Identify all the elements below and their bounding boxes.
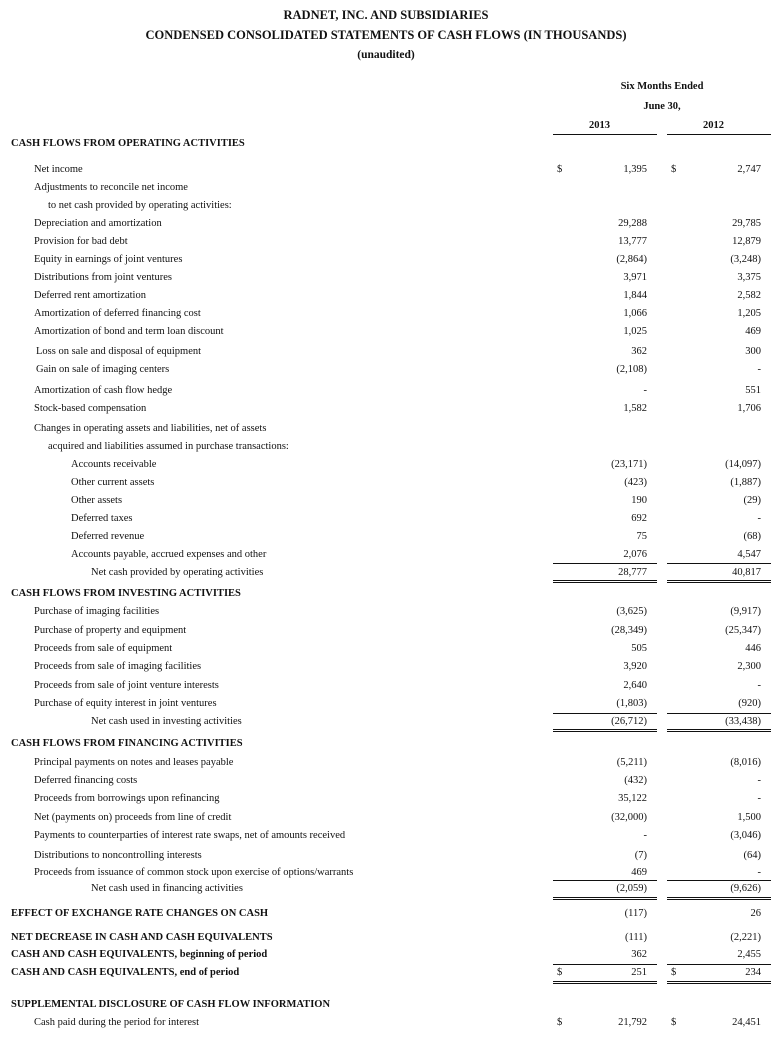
table-row — [0, 865, 772, 881]
value-2012: (3,046) — [730, 830, 761, 841]
section-row — [0, 965, 772, 981]
section-row — [0, 906, 772, 922]
value-2012: 4,547 — [737, 549, 761, 560]
table-row — [0, 493, 772, 509]
row-label: Proceeds from issuance of common stock upon exercise of options/warrants — [34, 867, 354, 878]
currency-symbol-2012: $ — [671, 967, 677, 978]
table-row — [0, 828, 772, 844]
value-2013: (2,108) — [616, 364, 647, 375]
currency-symbol-2012: $ — [671, 164, 677, 175]
row-label: Gain on sale of imaging centers — [36, 364, 170, 375]
value-2012: (3,248) — [730, 254, 761, 265]
value-2013: (23,171) — [611, 459, 647, 470]
value-2013: 505 — [631, 643, 647, 654]
value-2012: (33,438) — [725, 716, 761, 727]
value-2013: 29,288 — [618, 218, 647, 229]
year-current-underline — [553, 134, 657, 135]
row-label: CASH FLOWS FROM OPERATING ACTIVITIES — [11, 138, 245, 149]
row-label: EFFECT OF EXCHANGE RATE CHANGES ON CASH — [11, 908, 269, 919]
value-2013: 251 — [631, 967, 647, 978]
total-double-underline — [667, 897, 771, 900]
value-2012: 2,747 — [737, 164, 761, 175]
value-2013: 362 — [631, 949, 647, 960]
value-2012: 29,785 — [732, 218, 761, 229]
row-label: CASH FLOWS FROM FINANCING ACTIVITIES — [11, 738, 243, 749]
subtotal-rule — [667, 563, 771, 564]
value-2012: 551 — [745, 385, 761, 396]
value-2013: 1,844 — [623, 290, 647, 301]
value-2012: (8,016) — [730, 757, 761, 768]
table-row — [0, 696, 772, 712]
row-label: Equity in earnings of joint ventures — [34, 254, 183, 265]
value-2013: 1,395 — [623, 164, 647, 175]
value-2012: 300 — [745, 346, 761, 357]
value-2013: 3,920 — [623, 661, 647, 672]
value-2012: 1,205 — [737, 308, 761, 319]
table-row — [0, 324, 772, 340]
value-2013: 2,640 — [623, 680, 647, 691]
value-2013: (5,211) — [616, 757, 647, 768]
value-2012: (25,347) — [725, 625, 761, 636]
row-label: Net cash provided by operating activities — [91, 567, 264, 578]
row-label: Proceeds from borrowings upon refinancing — [34, 793, 220, 804]
total-double-underline — [667, 580, 771, 583]
table-row — [0, 511, 772, 527]
row-label: Deferred rent amortization — [34, 290, 146, 301]
row-label: Cash paid during the period for interest — [34, 1017, 200, 1028]
table-row — [0, 714, 772, 730]
row-label: Adjustments to reconcile net income — [34, 182, 188, 193]
table-row — [0, 288, 772, 304]
row-label: Amortization of cash flow hedge — [34, 385, 173, 396]
table-row — [0, 234, 772, 250]
row-label: Accounts payable, accrued expenses and other — [71, 549, 267, 560]
row-label: Distributions from joint ventures — [34, 272, 172, 283]
value-2012: (68) — [743, 531, 761, 542]
value-2013: (117) — [624, 908, 647, 919]
value-2013: (26,712) — [611, 716, 647, 727]
row-label: Other assets — [71, 495, 123, 506]
table-row — [0, 529, 772, 545]
value-2012: (14,097) — [725, 459, 761, 470]
subtotal-rule — [553, 563, 657, 564]
value-2012: (9,917) — [730, 606, 761, 617]
value-2012: 469 — [745, 326, 761, 337]
value-2013: 692 — [631, 513, 647, 524]
value-2012: - — [757, 775, 761, 786]
row-label: acquired and liabilities assumed in purchase transactions: — [48, 441, 289, 452]
value-2013: (32,000) — [611, 812, 647, 823]
value-2012: 2,300 — [737, 661, 761, 672]
value-2013: (1,803) — [616, 698, 647, 709]
table-row — [0, 383, 772, 399]
value-2012: (2,221) — [730, 932, 761, 943]
value-2013: - — [643, 385, 647, 396]
table-row — [0, 252, 772, 268]
value-2013: 362 — [631, 346, 647, 357]
year-current: 2013 — [589, 120, 610, 131]
value-2012: (920) — [738, 698, 761, 709]
year-prior-underline — [667, 134, 771, 135]
company-name: RADNET, INC. AND SUBSIDIARIES — [283, 8, 489, 22]
value-2012: 24,451 — [732, 1017, 761, 1028]
row-label: Net cash used in financing activities — [91, 883, 243, 894]
row-label: Amortization of bond and term loan discount — [34, 326, 224, 337]
subtotal-rule — [553, 964, 657, 965]
row-label: Net (payments on) proceeds from line of credit — [34, 812, 232, 823]
row-label: CASH FLOWS FROM INVESTING ACTIVITIES — [11, 588, 241, 599]
value-2012: 1,706 — [737, 403, 761, 414]
audit-note: (unaudited) — [357, 49, 415, 61]
section-row — [0, 997, 772, 1013]
section-row — [0, 930, 772, 946]
value-2013: (423) — [624, 477, 647, 488]
table-row — [0, 198, 772, 214]
row-label: Changes in operating assets and liabilities, net of assets — [34, 423, 267, 434]
row-label: Proceeds from sale of equipment — [34, 643, 173, 654]
subtotal-rule — [553, 713, 657, 714]
total-double-underline — [553, 729, 657, 732]
table-row — [0, 604, 772, 620]
value-2013: (432) — [624, 775, 647, 786]
row-label: Net cash used in investing activities — [91, 716, 242, 727]
row-label: Deferred revenue — [71, 531, 145, 542]
value-2013: (2,864) — [616, 254, 647, 265]
table-row — [0, 848, 772, 864]
total-double-underline — [553, 580, 657, 583]
value-2013: 75 — [636, 531, 647, 542]
value-2013: 3,971 — [623, 272, 647, 283]
row-label: CASH AND CASH EQUIVALENTS, beginning of period — [11, 949, 268, 960]
value-2013: 190 — [631, 495, 647, 506]
row-label: Accounts receivable — [71, 459, 157, 470]
value-2012: (29) — [743, 495, 761, 506]
section-row — [0, 736, 772, 752]
value-2012: 3,375 — [737, 272, 761, 283]
value-2013: (2,059) — [616, 883, 647, 894]
value-2013: 469 — [631, 867, 647, 878]
value-2012: 234 — [745, 967, 761, 978]
table-row — [0, 457, 772, 473]
value-2013: 35,122 — [618, 793, 647, 804]
section-row — [0, 136, 772, 152]
row-label: CASH AND CASH EQUIVALENTS, end of period — [11, 967, 240, 978]
table-row — [0, 810, 772, 826]
value-2013: 21,792 — [618, 1017, 647, 1028]
table-row — [0, 216, 772, 232]
section-row — [0, 586, 772, 602]
table-row — [0, 565, 772, 581]
row-label: Amortization of deferred financing cost — [34, 308, 201, 319]
value-2013: 28,777 — [618, 567, 647, 578]
value-2012: 12,879 — [732, 236, 761, 247]
value-2012: 2,455 — [737, 949, 761, 960]
table-row — [0, 1015, 772, 1031]
table-row — [0, 306, 772, 322]
subtotal-rule — [667, 880, 771, 881]
value-2013: (3,625) — [616, 606, 647, 617]
row-label: Deferred taxes — [71, 513, 133, 524]
row-label: SUPPLEMENTAL DISCLOSURE OF CASH FLOW INFORMATION — [11, 999, 331, 1010]
row-label: Stock-based compensation — [34, 403, 147, 414]
row-label: Purchase of property and equipment — [34, 625, 187, 636]
period-label: Six Months Ended — [620, 81, 704, 92]
value-2012: - — [757, 867, 761, 878]
currency-symbol-2013: $ — [557, 967, 563, 978]
row-label: Purchase of imaging facilities — [34, 606, 160, 617]
total-double-underline — [553, 981, 657, 984]
row-label: Other current assets — [71, 477, 155, 488]
row-label: Purchase of equity interest in joint ventures — [34, 698, 217, 709]
row-label: Proceeds from sale of imaging facilities — [34, 661, 202, 672]
subtotal-rule — [553, 880, 657, 881]
row-label: Provision for bad debt — [34, 236, 128, 247]
table-row — [0, 755, 772, 771]
table-row — [0, 162, 772, 178]
total-double-underline — [667, 729, 771, 732]
value-2012: 1,500 — [737, 812, 761, 823]
table-row — [0, 180, 772, 196]
row-label: Distributions to noncontrolling interests — [34, 850, 202, 861]
table-row — [0, 401, 772, 417]
row-label: Net income — [34, 164, 83, 175]
value-2012: (64) — [743, 850, 761, 861]
table-row — [0, 773, 772, 789]
value-2012: - — [757, 680, 761, 691]
row-label: Payments to counterparties of interest rate swaps, net of amounts received — [34, 830, 346, 841]
table-row — [0, 791, 772, 807]
total-double-underline — [553, 897, 657, 900]
table-row — [0, 344, 772, 360]
value-2013: 1,066 — [623, 308, 647, 319]
row-label: Depreciation and amortization — [34, 218, 162, 229]
value-2013: 13,777 — [618, 236, 647, 247]
total-double-underline — [667, 981, 771, 984]
table-row — [0, 270, 772, 286]
value-2012: - — [757, 793, 761, 804]
table-row — [0, 547, 772, 563]
statement-title: CONDENSED CONSOLIDATED STATEMENTS OF CASH FLOWS (IN THOUSANDS) — [145, 28, 627, 42]
value-2012: (1,887) — [730, 477, 761, 488]
value-2012: - — [757, 513, 761, 524]
row-label: NET DECREASE IN CASH AND CASH EQUIVALENTS — [11, 932, 273, 943]
value-2013: 1,025 — [623, 326, 647, 337]
row-label: Principal payments on notes and leases payable — [34, 757, 234, 768]
value-2012: - — [757, 364, 761, 375]
table-row — [0, 421, 772, 437]
table-row — [0, 678, 772, 694]
value-2013: (7) — [634, 850, 647, 861]
year-prior: 2012 — [703, 120, 724, 131]
value-2013: (28,349) — [611, 625, 647, 636]
value-2012: 40,817 — [732, 567, 761, 578]
currency-symbol-2012: $ — [671, 1017, 677, 1028]
row-label: Loss on sale and disposal of equipment — [36, 346, 202, 357]
table-row — [0, 659, 772, 675]
table-row — [0, 475, 772, 491]
section-row — [0, 947, 772, 963]
table-row — [0, 641, 772, 657]
value-2013: (111) — [625, 932, 647, 943]
value-2013: - — [643, 830, 647, 841]
row-label: to net cash provided by operating activities: — [48, 200, 232, 211]
currency-symbol-2013: $ — [557, 1017, 563, 1028]
subtotal-rule — [667, 964, 771, 965]
value-2012: 446 — [745, 643, 761, 654]
value-2012: 26 — [750, 908, 761, 919]
table-row — [0, 362, 772, 378]
row-label: Proceeds from sale of joint venture interests — [34, 680, 219, 691]
period-date: June 30, — [643, 101, 681, 112]
value-2012: 2,582 — [737, 290, 761, 301]
row-label: Deferred financing costs — [34, 775, 138, 786]
currency-symbol-2013: $ — [557, 164, 563, 175]
value-2013: 2,076 — [623, 549, 647, 560]
subtotal-rule — [667, 713, 771, 714]
table-row — [0, 881, 772, 897]
value-2013: 1,582 — [623, 403, 647, 414]
table-row — [0, 439, 772, 455]
table-row — [0, 623, 772, 639]
value-2012: (9,626) — [730, 883, 761, 894]
